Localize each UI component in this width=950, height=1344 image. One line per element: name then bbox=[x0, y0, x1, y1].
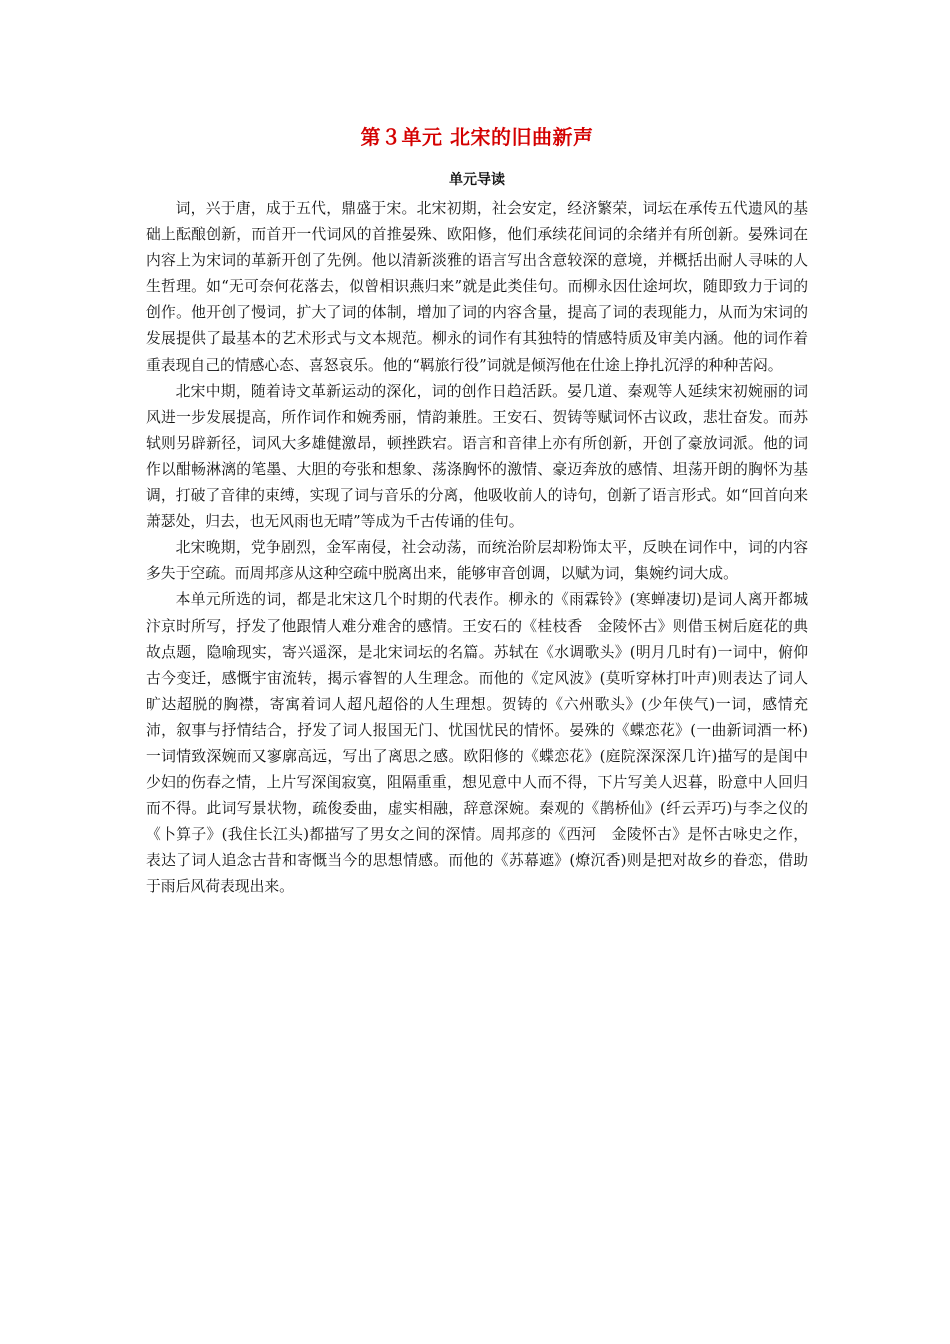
paragraph-early-song: 词，兴于唐，成于五代，鼎盛于宋。北宋初期，社会安定，经济繁荣，词坛在承传五代遗风的基础上酝酿创新，而首开一代词风的首推晏殊、欧阳修，他们承续花间词的余绪并有所创新。晏殊词在内容上为宋词的革新开创了先例。他以清新淡雅的语言写出含意较深的意境，并概括出耐人寻味的人生哲理。如“无可奈何花落去，似曾相识燕归来”就是此类佳句。而柳永因仕途坷坎，随即致力于词的创作。他开创了慢词，扩大了词的体制，增加了词的内容含量，提高了词的表现能力，从而为宋词的发展提供了最基本的艺术形式与文本规范。柳永的词作有其独特的情感特质及审美内涵。他的词作着重表现自己的情感心态、喜怒哀乐。他的“羁旅行役”词就是倾泻他在仕途上挣扎沉浮的种种苦闷。 bbox=[146, 200, 808, 374]
paragraph-selected-works: 本单元所选的词，都是北宋这几个时期的代表作。柳永的《雨霖铃》(寒蝉凄切)是词人离开都城汴京时所写，抒发了他跟情人难分难舍的感情。王安石的《桂枝香 金陵怀古》则借玉树后庭花的典故点题，隐喻现实，寄兴遥深，是北宋词坛的名篇。苏轼在《水调歌头》(明月几时有)一词中，俯仰古今变迁，感慨宇宙流转，揭示睿智的人生理念。而他的《定风波》(莫听穿林打叶声)则表达了词人旷达超脱的胸襟，寄寓着词人超凡超俗的人生理想。贺铸的《六州歌头》(少年侠气)一词，感情充沛，叙事与抒情结合，抒发了词人报国无门、忧国忧民的情怀。晏殊的《蝶恋花》(一曲新词酒一杯)一词情致深婉而又寥廓高远，写出了离思之感。欧阳修的《蝶恋花》(庭院深深深几许)描写的是闺中少妇的伤春之情，上片写深闺寂寞，阻隔重重，想见意中人而不得，下片写美人迟暮，盼意中人回归而不得。此词写景状物，疏俊委曲，虚实相融，辞意深婉。秦观的《鹊桥仙》(纤云弄巧)与李之仪的《卜算子》(我住长江头)都描写了男女之间的深情。周邦彦的《西河 金陵怀古》是怀古咏史之作，表达了词人追念古昔和寄慨当今的思想情感。而他的《苏幕遮》(燎沉香)则是把对故乡的眷恋，借助于雨后风荷表现出来。 bbox=[146, 591, 808, 896]
unit-title: 第３单元 北宋的旧曲新声 bbox=[360, 125, 594, 149]
section-subtitle: 单元导读 bbox=[449, 172, 505, 188]
paragraph-late-song: 北宋晚期，党争剧烈，金军南侵，社会动荡，而统治阶层却粉饰太平，反映在词作中，词的内容多失于空疏。而周邦彦从这种空疏中脱离出来，能够审音创调，以赋为词，集婉约词大成。 bbox=[146, 539, 808, 583]
document-page bbox=[146, 120, 808, 901]
paragraph-mid-song: 北宋中期，随着诗文革新运动的深化，词的创作日趋活跃。晏几道、秦观等人延续宋初婉丽的词风进一步发展提高，所作词作和婉秀丽，情韵兼胜。王安石、贺铸等赋词怀古议政，悲壮奋发。而苏轼则另辟新径，词风大多雄健激昂，顿挫跌宕。语言和音律上亦有所创新，开创了豪放词派。他的词作以酣畅淋漓的笔墨、大胆的夸张和想象、荡涤胸怀的激情、豪迈奔放的感情、坦荡开朗的胸怀为基调，打破了音律的束缚，实现了词与音乐的分离，他吸收前人的诗句，创新了语言形式。如“回首向来萧瑟处，归去，也无风雨也无晴”等成为千古传诵的佳句。 bbox=[146, 382, 808, 531]
